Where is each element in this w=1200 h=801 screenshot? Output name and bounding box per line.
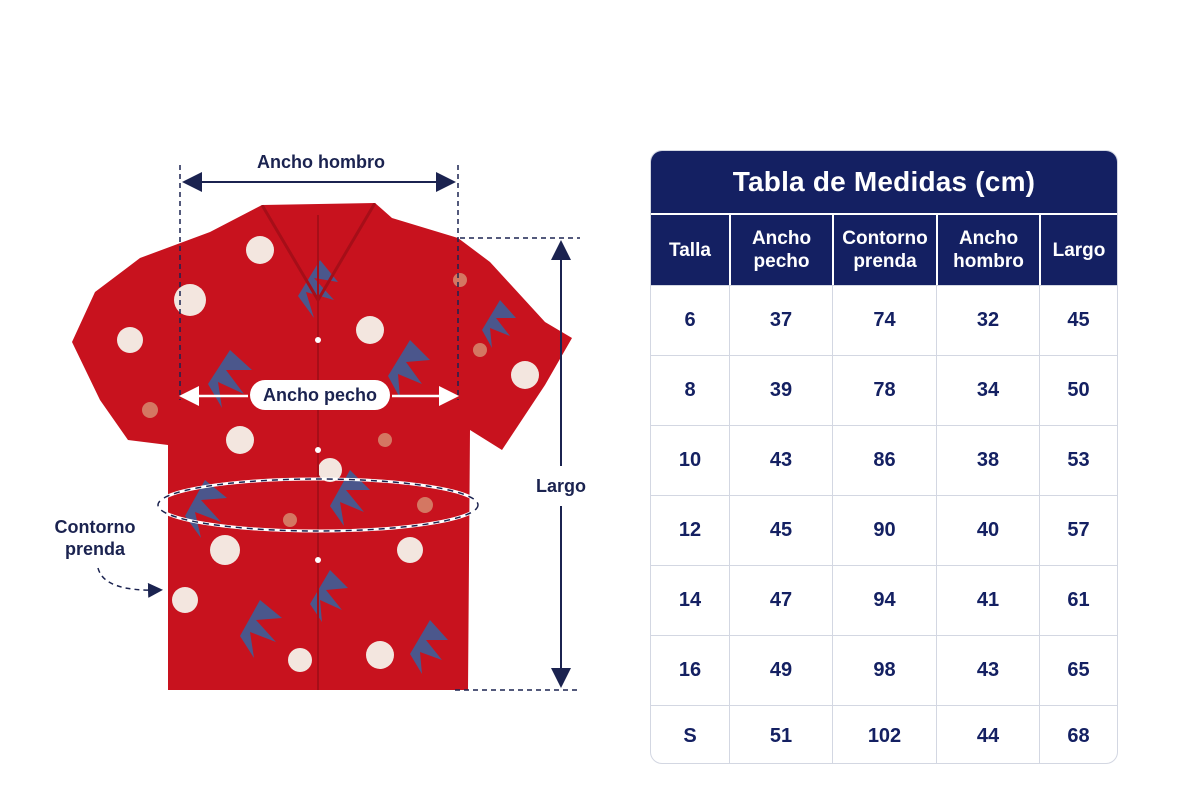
- cell-ancho-pecho: 51: [729, 706, 832, 764]
- cell-ancho-hombro: 43: [936, 636, 1039, 705]
- table-body: [651, 285, 1117, 764]
- cell-ancho-hombro: 41: [936, 566, 1039, 635]
- cell-largo: 65: [1039, 636, 1117, 705]
- cell-talla: 16: [678, 659, 702, 681]
- cell-largo: 68: [1039, 706, 1117, 764]
- header-talla: Talla: [669, 239, 711, 261]
- table-title: Tabla de Medidas (cm): [651, 151, 1117, 213]
- contour-label-line2: prenda: [64, 539, 126, 559]
- cell-ancho-pecho: 37: [729, 286, 832, 355]
- size-table: [650, 150, 1118, 764]
- chest-width-label: Ancho pecho: [262, 385, 378, 405]
- cell-largo: 57: [1039, 496, 1117, 565]
- table-header-row: [651, 213, 1117, 285]
- table-row: [651, 425, 1117, 495]
- cell-largo: 45: [1039, 286, 1117, 355]
- cell-talla: S: [683, 724, 697, 747]
- cell-ancho-pecho: 43: [729, 426, 832, 495]
- cell-largo: 50: [1039, 356, 1117, 425]
- cell-talla: 6: [684, 309, 696, 331]
- shirt-illustration: [72, 203, 572, 690]
- cell-talla: 12: [678, 519, 702, 541]
- cell-ancho-hombro: 38: [936, 426, 1039, 495]
- contour-label-line1: Contorno: [54, 517, 136, 537]
- table-row: [651, 495, 1117, 565]
- cell-ancho-hombro: 44: [936, 706, 1039, 764]
- cell-contorno-prenda: 78: [832, 356, 936, 425]
- table-row: [651, 565, 1117, 635]
- cell-contorno-prenda: 94: [832, 566, 936, 635]
- table-row: [651, 705, 1117, 764]
- cell-contorno-prenda: 86: [832, 426, 936, 495]
- cell-ancho-pecho: 47: [729, 566, 832, 635]
- cell-talla: 8: [684, 379, 696, 401]
- cell-contorno-prenda: 74: [832, 286, 936, 355]
- cell-ancho-hombro: 34: [936, 356, 1039, 425]
- shoulder-width-label: Ancho hombro: [257, 152, 385, 172]
- header-largo: Largo: [1039, 215, 1117, 285]
- table-row: [651, 635, 1117, 705]
- cell-talla: 14: [678, 589, 702, 611]
- cell-largo: 61: [1039, 566, 1117, 635]
- cell-contorno-prenda: 102: [832, 706, 936, 764]
- cell-ancho-pecho: 45: [729, 496, 832, 565]
- header-contorno-prenda: Contorno prenda: [832, 215, 936, 285]
- cell-contorno-prenda: 90: [832, 496, 936, 565]
- cell-ancho-hombro: 40: [936, 496, 1039, 565]
- header-ancho-pecho: Ancho pecho: [729, 215, 832, 285]
- table-row: [651, 355, 1117, 425]
- cell-largo: 53: [1039, 426, 1117, 495]
- header-ancho-hombro: Ancho hombro: [936, 215, 1039, 285]
- cell-ancho-pecho: 39: [729, 356, 832, 425]
- table-row: [651, 285, 1117, 355]
- cell-ancho-pecho: 49: [729, 636, 832, 705]
- cell-contorno-prenda: 98: [832, 636, 936, 705]
- cell-talla: 10: [678, 449, 702, 471]
- length-label: Largo: [535, 476, 587, 496]
- cell-ancho-hombro: 32: [936, 286, 1039, 355]
